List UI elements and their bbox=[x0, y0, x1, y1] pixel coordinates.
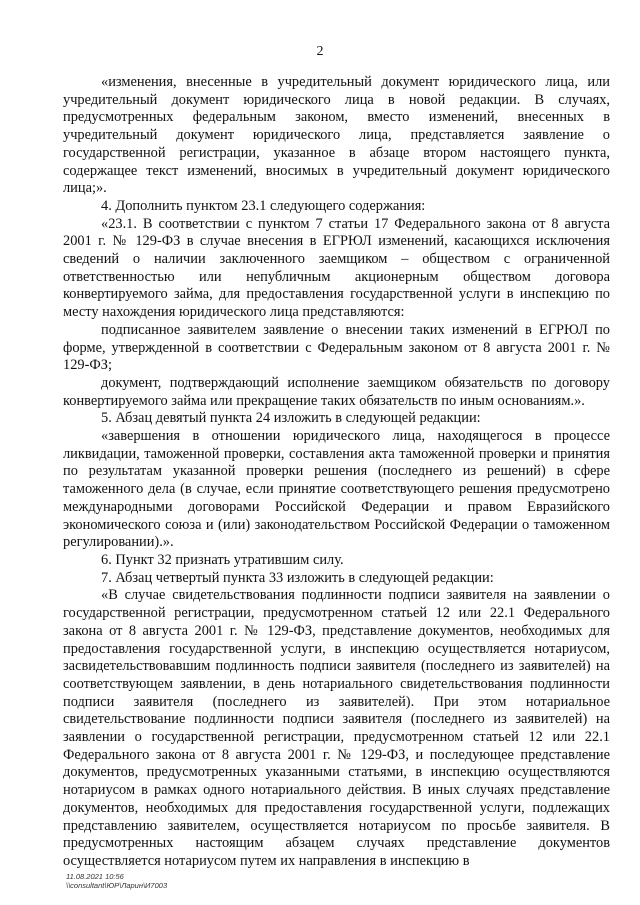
page-number: 2 bbox=[316, 44, 324, 59]
paragraph-4: подписанное заявителем заявление о внесении таких изменений в ЕГРЮЛ по форме, утвержденной в соответствии с Федеральным законом от 8 августа 2001 г. № 129-ФЗ; bbox=[63, 321, 610, 374]
paragraph-7: «завершения в отношении юридического лица, находящегося в процессе ликвидации, таможенной проверки, составления акта таможенной проверки и принятия по результатам указанной проверки решения (последнего из решений) в сфере таможенного дела (в случае, если принятие соответствующего решения предусмотрено международными договорами Российской Федерации и правом Евразийского экономического союза и (или) законодательством Российской Федерации о таможенном регулировании).». bbox=[63, 428, 610, 551]
paragraph-9: 7. Абзац четвертый пункта 33 изложить в следующей редакции: bbox=[101, 569, 494, 586]
paragraph-6: 5. Абзац девятый пункта 24 изложить в следующей редакции: bbox=[101, 410, 481, 427]
paragraph-1: «изменения, внесенные в учредительный документ юридического лица, или учредительный документ юридического лица в новой редакции. В случаях, предусмотренных федеральным законом, вместо изменений, внесенных в учредительный документ юридического лица, представляется заявление о государственной регистрации, указанное в абзаце втором настоящего пункта, содержащее текст изменений, вносимых в учредительный документ юридического лица;». bbox=[63, 74, 610, 197]
footer-file-path: \\consultant\ЮР\Ларин\И7003 bbox=[66, 881, 168, 890]
paragraph-2: 4. Дополнить пунктом 23.1 следующего содержания: bbox=[101, 197, 426, 214]
paragraph-3: «23.1. В соответствии с пунктом 7 статьи 17 Федерального закона от 8 августа 2001 г. № 129-ФЗ в случае внесения в ЕГРЮЛ изменений, касающихся исключения сведений о наличии заключенного заемщиком – обществом с ограниченной ответственностью или непубличным акционерным обществом договора конвертируемого займа, для предоставления государственной услуги в инспекцию по месту нахождения юридического лица представляются: bbox=[63, 215, 610, 321]
paragraph-5: документ, подтверждающий исполнение заемщиком обязательств по договору конвертируемого займа или прекращение таких обязательств по иным основаниям.». bbox=[63, 374, 610, 409]
footer bbox=[66, 872, 167, 890]
document-body bbox=[63, 74, 610, 871]
footer-timestamp: 11.08.2021 10:56 bbox=[66, 872, 124, 881]
paragraph-10: «В случае свидетельствования подлинности подписи заявителя на заявлении о государственной регистрации, предусмотренном статьей 12 или 22.1 Федерального закона от 8 августа 2001 г. № 129-ФЗ, представление документов, необходимых для предоставления государственной услуги, в инспекцию осуществляется нотариусом, засвидетельствовавшим подлинность подписи заявителя (последнего из заявителей) на соответствующем заявлении, в день нотариального свидетельствования подлинности подписи заявителя (последнего из заявителей). При этом нотариальное свидетельствование подлинности подписи заявителя (последнего из заявителей) на заявлении о государственной регистрации, предусмотренном статьей 12 или 22.1 Федерального закона от 8 августа 2001 г. № 129-ФЗ, и последующее представление документов, предусмотренных указанными статьями, в инспекцию осуществляются нотариусом в рамках одного нотариального действия. В иных случаях представление документов, необходимых для предоставления государственной услуги, подлежащих представлению заявителем, осуществляется нотариусом по просьбе заявителя. В предусмотренных настоящим абзацем случаях представление документов осуществляется нотариусом путем их направления в инспекцию в bbox=[63, 587, 610, 869]
paragraph-8: 6. Пункт 32 признать утратившим силу. bbox=[101, 551, 344, 568]
